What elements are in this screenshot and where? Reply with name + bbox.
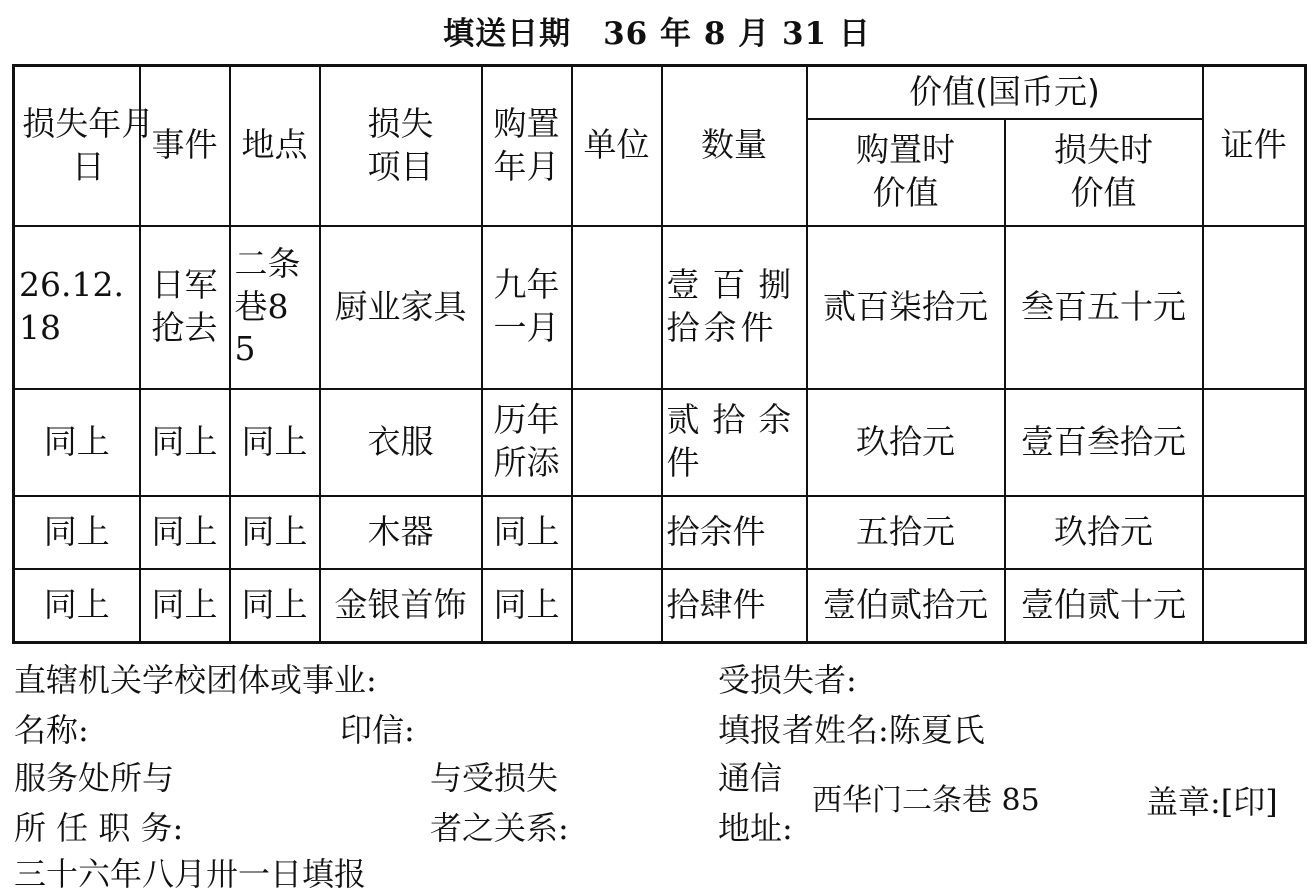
cell-item: 木器 [320,496,482,569]
cell-place: 同上 [230,569,320,643]
cell-loss-date: 26.12.18 [14,226,140,389]
service-label-line1: 服务处所与 [14,759,175,797]
cell-item: 厨业家具 [320,226,482,389]
cell-value-purchase: 壹伯贰拾元 [807,569,1005,643]
fill-date-title: 填送日期 36 年 8 月 31 日 [443,16,871,52]
reporter-label: 填报者姓名: [718,711,889,749]
reporter-name [718,711,985,749]
cell-place: 二条巷85 [230,226,320,389]
address-label-line2: 地址: [718,809,793,847]
seal-label: 印信: [340,711,415,749]
table-row [14,496,1306,569]
cell-certificate [1203,226,1306,389]
service-label-line2: 所 任 职 务: [14,809,184,847]
cell-value-loss: 壹百叁拾元 [1005,389,1203,496]
cell-loss-date: 同上 [14,569,140,643]
cell-value-loss: 叁百五十元 [1005,226,1203,389]
address-label-line1: 通信 [718,759,783,797]
header-place: 地点 [230,66,320,226]
header-quantity: 数量 [662,66,807,226]
report-date: 三十六年八月卅一日填报 [14,855,367,893]
cell-value-purchase: 五拾元 [807,496,1005,569]
cell-loss-date: 同上 [14,496,140,569]
cell-place: 同上 [230,496,320,569]
relation-label-line2: 者之关系: [430,809,569,847]
name-label: 名称: [14,711,89,749]
cell-purchase-date: 历年所添 [482,389,572,496]
cell-value-purchase: 玖拾元 [807,389,1005,496]
cell-purchase-date: 同上 [482,569,572,643]
stamp-label: 盖章: [1146,783,1221,821]
header-value-group: 价值(国币元) [807,66,1203,119]
cell-value-loss: 壹伯贰十元 [1005,569,1203,643]
loss-report-table [12,64,1307,644]
cell-quantity: 贰拾余件 [662,389,807,496]
stamp-value: [印] [1220,783,1278,821]
header-loss-date: 损失年月日 [14,66,140,226]
header-value-purchase: 购置时价值 [807,119,1005,226]
header-item: 损失项目 [320,66,482,226]
cell-certificate [1203,496,1306,569]
table-row [14,226,1306,389]
cell-purchase-date: 同上 [482,496,572,569]
cell-value-loss: 玖拾元 [1005,496,1203,569]
header-value-loss: 损失时价值 [1005,119,1203,226]
header-unit: 单位 [572,66,662,226]
header-event: 事件 [140,66,230,226]
header-purchase-date: 购置年月 [482,66,572,226]
cell-unit [572,496,662,569]
cell-value-purchase: 贰百柒拾元 [807,226,1005,389]
stamp [1146,783,1278,821]
header-certificate: 证件 [1203,66,1306,226]
cell-item: 衣服 [320,389,482,496]
cell-quantity: 壹百捌拾余件 [662,226,807,389]
cell-certificate [1203,389,1306,496]
cell-event: 同上 [140,389,230,496]
cell-event: 日军抢去 [140,226,230,389]
cell-quantity: 拾肆件 [662,569,807,643]
cell-place: 同上 [230,389,320,496]
cell-quantity: 拾余件 [662,496,807,569]
cell-loss-date: 同上 [14,389,140,496]
relation-label-line1: 与受损失 [430,759,559,797]
address-value: 西华门二条巷 85 [812,783,1040,818]
reporter-value: 陈夏氏 [888,711,985,749]
cell-event: 同上 [140,569,230,643]
org-label: 直辖机关学校团体或事业: [14,661,377,699]
victim-label: 受损失者: [718,661,857,699]
cell-event: 同上 [140,496,230,569]
cell-purchase-date: 九年一月 [482,226,572,389]
cell-unit [572,389,662,496]
table-row [14,389,1306,496]
cell-item: 金银首饰 [320,569,482,643]
cell-unit [572,569,662,643]
cell-certificate [1203,569,1306,643]
table-row [14,569,1306,643]
cell-unit [572,226,662,389]
